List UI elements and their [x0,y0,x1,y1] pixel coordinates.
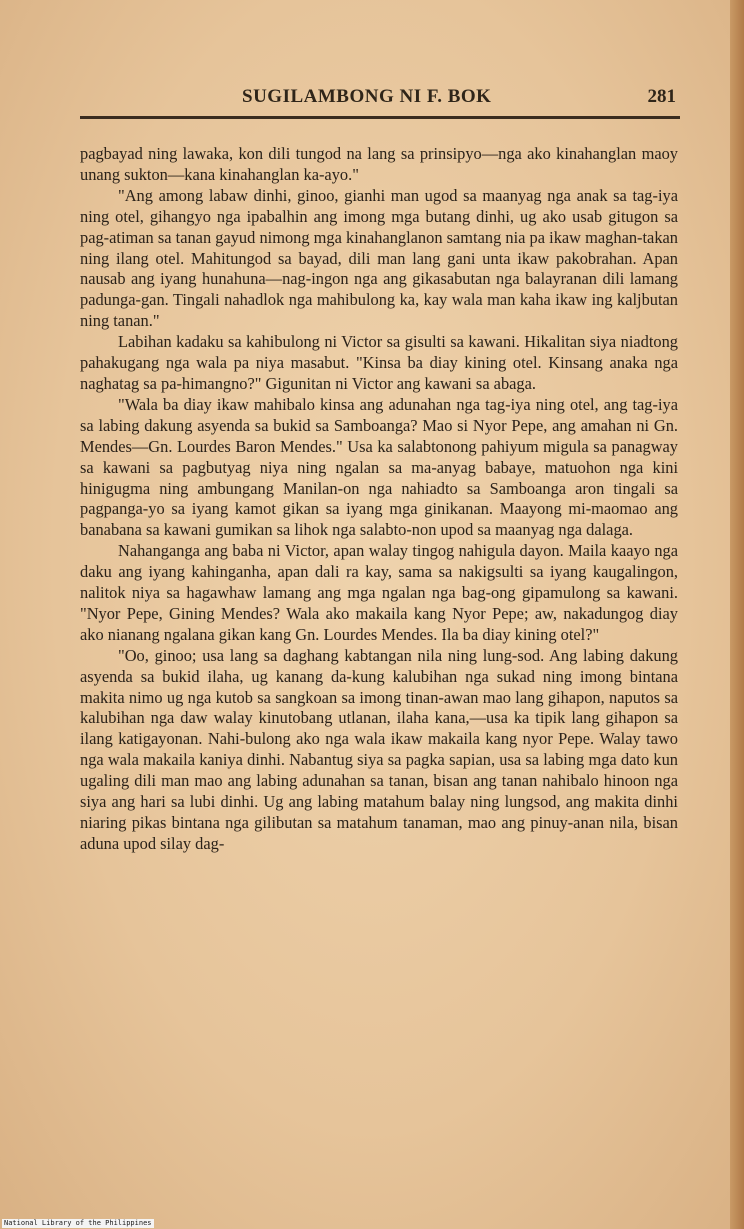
page-number: 281 [647,86,676,107]
paragraph: "Wala ba diay ikaw mahibalo kinsa ang adunahan nga tag-iya ning otel, ang tag-iya sa labing dakung asyenda sa bukid sa Samboanga? Mao si Nyor Pepe, ang amahan ni Gn. Mendes—Gn. Lourdes Baron Mendes." Usa ka salabtonong pahiyum migula sa panagway sa kawani sa pagbutyag niya ning ngalan sa ma-anyag babaye, matuohon nga kini hinigugma ning ambungang Manilan-on nga nahiadto sa Samboanga aron tingali sa pagpanga-yo sa iyang kamot gikan sa iyang mga ginikanan. Maayong mi-maomao ang banabana sa kawani gumikan sa lihok nga salabto-non upod sa maanyag nga dalaga. [80,394,678,540]
header-rule [80,116,680,119]
paragraph: Labihan kadaku sa kahibulong ni Victor sa gisulti sa kawani. Hikalitan siya niadtong pahakugang nga wala pa niya masabut. "Kinsa ba diay kining otel. Kinsang anaka nga naghatag sa pa-himangno?" Gigunitan ni Victor ang kawani sa abaga. [80,332,678,393]
paragraph: "Ang among labaw dinhi, ginoo, gianhi man ugod sa maanyag nga anak sa tag-iya ning otel, gihangyo nga ipabalhin ang imong mga butang dinhi, ug ako usab gitugon sa pag-atiman sa tanan gayud nimong mga kinahanglanon samtang nia pa ikaw maghan-takan ning ilang otel. Mahitungod sa bayad, dili man lang gani unta ikaw pakobrahan. Apan nausab ang iyang hunahuna—nag-ingon nga ang gikasabutan nga balayranan dili lamang padunga-gan. Tingali nahadlok nga mahibulong ka, kay wala man kaha ikaw ing kaljbutan ning tanan." [80,185,678,331]
paragraph: "Oo, ginoo; usa lang sa daghang kabtangan nila ning lung-sod. Ang labing dakung asyenda sa bukid ilaha, ug kanang da-kung kalubihan nga sukad ning imong bintana makita nimo ug nga kutob sa sangkoan sa imong tinan-awan mao lang gihapon, naputos sa kalubihan nga daw walay kinutobang utlanan, ilaha kana,—usa ka tipik lang gihapon sa ilang katigayonan. Nahi-bulong ako nga wala ikaw makaila kang nyor Pepe. Walay tawo nga wala makaila kaniya dinhi. Nabantug siya sa pagka sapian, usa sa labing mga dato kun ugaling dili man mao ang labing adunahan sa tanan, bisan ang tanan nahibalo hinoon nga siya ang hari sa lubi dinhi. Ug ang labing matahum balay ning lungsod, ang makita dinhi niaring pikas bintana nga gilibutan sa matahum tanaman, mao ang pinuy-anan nila, bisan aduna upod silay dag- [80,645,678,853]
paragraph: pagbayad ning lawaka, kon dili tungod na lang sa prinsipyo—nga ako kinahanglan maoy unang sukton—kana kinahanglan ka-ayo." [80,144,678,184]
running-head [80,86,678,112]
running-title: SUGILAMBONG NI F. BOK [242,86,492,107]
body-text [80,144,678,855]
paragraph: Nahanganga ang baba ni Victor, apan walay tingog nahigula dayon. Maila kaayo nga daku ang iyang kahinganha, apan dali ra kay, sama sa nakigsulti sa iyang kaugalingon, nalitok niya sa hagawhaw lamang ang mga ngalan nga bag-ong gipamulong sa kawani. "Nyor Pepe, Gining Mendes? Wala ako makaila kang Nyor Pepe; aw, nakadungog diay ako nianang ngalana gikan kang Gn. Lourdes Mendes. Ila ba diay kining otel?" [80,541,678,644]
library-footer: National Library of the Philippines [4,1219,152,1227]
page-edge [730,0,744,1229]
